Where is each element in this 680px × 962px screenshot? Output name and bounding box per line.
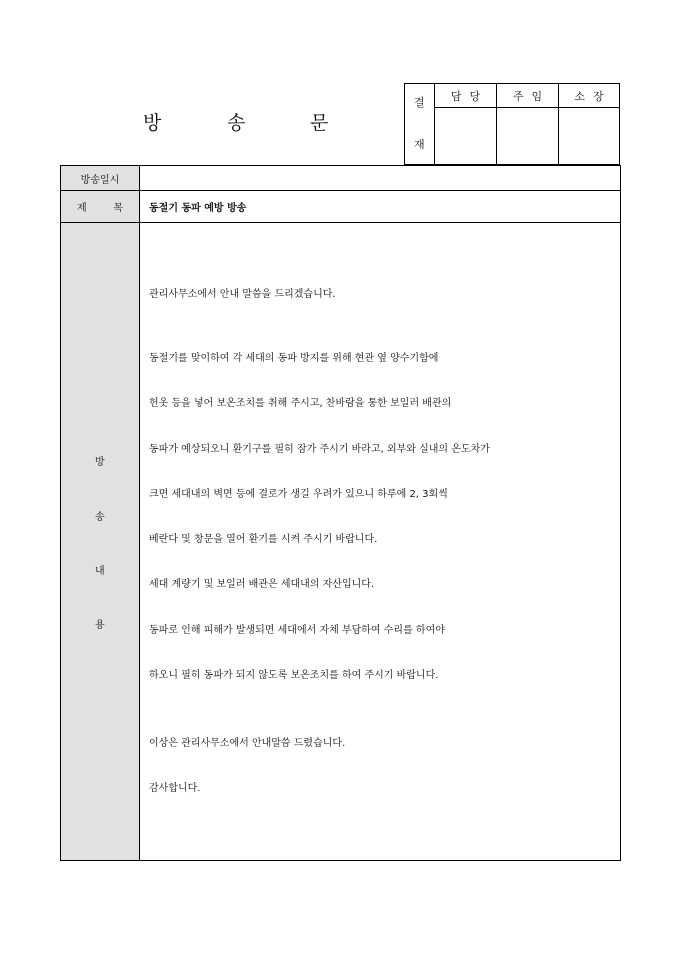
approval-column-header: 소장 xyxy=(559,84,619,108)
approval-column xyxy=(559,84,619,164)
content-line: 크면 세대내의 벽면 등에 결로가 생길 우려가 있으니 하루에 2, 3회씩 xyxy=(149,489,448,500)
broadcast-form xyxy=(60,165,621,861)
approval-column xyxy=(497,84,559,164)
approval-column xyxy=(435,84,497,164)
subject-text: 동절기 동파 예방 방송 xyxy=(149,203,247,214)
content-label-char: 방 xyxy=(95,457,105,468)
date-row xyxy=(61,166,620,191)
content-label-char: 내 xyxy=(95,566,105,577)
subject-value[interactable] xyxy=(140,191,620,222)
content-label-char: 송 xyxy=(95,512,105,523)
content-line: 감사합니다. xyxy=(149,783,201,794)
content-label xyxy=(61,223,140,860)
date-value[interactable] xyxy=(140,166,620,190)
content-line: 동파로 인해 피해가 발생되면 세대에서 자체 부담하여 수리를 하여야 xyxy=(149,625,445,636)
content-line: 동절기를 맞이하여 각 세대의 동파 방지를 위해 현관 옆 양수기함에 xyxy=(149,353,439,364)
content-row xyxy=(61,223,620,860)
approval-column-header: 담당 xyxy=(435,84,496,108)
approval-sign-area[interactable] xyxy=(497,108,558,164)
approval-sign-area[interactable] xyxy=(435,108,496,164)
subject-row xyxy=(61,191,620,223)
approval-column-header: 주임 xyxy=(497,84,558,108)
subject-label-char: 목 xyxy=(113,203,123,214)
approval-box xyxy=(404,83,620,165)
approval-label-char: 재 xyxy=(414,138,425,151)
content-body xyxy=(149,223,620,860)
approval-label-char: 결 xyxy=(414,96,425,109)
approval-sign-area[interactable] xyxy=(559,108,619,164)
approval-label xyxy=(405,84,435,164)
subject-label xyxy=(61,191,140,222)
content-line: 세대 계량기 및 보일러 배관은 세대내의 자산입니다. xyxy=(149,579,375,590)
content-line: 헌옷 등을 넣어 보온조치를 취해 주시고, 찬바람을 통한 보일러 배관의 xyxy=(149,398,452,409)
title-char: 문 xyxy=(310,112,329,134)
title-char: 방 xyxy=(143,112,162,134)
content-line: 관리사무소에서 안내 말씀을 드리겠습니다. xyxy=(149,289,336,300)
date-label: 방송일시 xyxy=(61,166,140,190)
content-line: 하오니 필히 동파가 되지 않도록 보온조치를 하여 주시기 바랍니다. xyxy=(149,670,439,681)
content-line: 베란다 및 창문을 열어 환기를 시켜 주시기 바랍니다. xyxy=(149,534,378,545)
title-char: 송 xyxy=(227,112,246,134)
content-line: 동파가 예상되오니 환기구를 필히 잠가 주시기 바라고, 외부와 실내의 온도차가 xyxy=(149,444,490,455)
content-line: 이상은 관리사무소에서 안내말씀 드렸습니다. xyxy=(149,738,346,749)
subject-label-char: 제 xyxy=(77,203,87,214)
content-label-char: 용 xyxy=(95,620,105,631)
